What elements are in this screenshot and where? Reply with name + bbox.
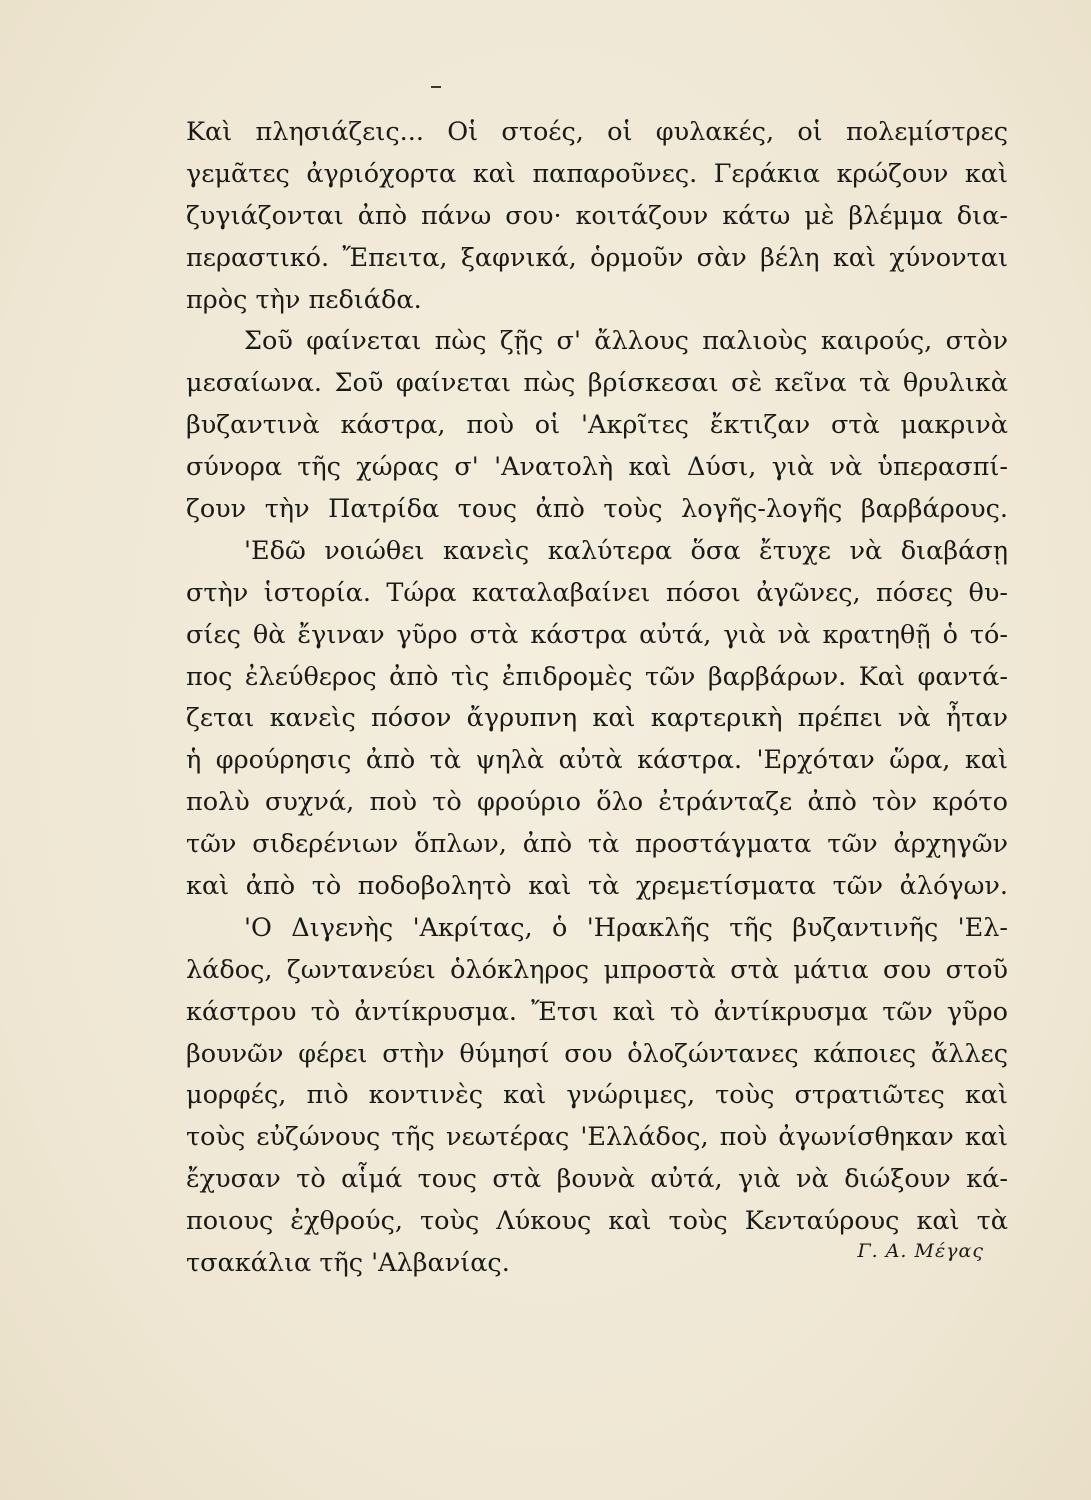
text-line: κάστρου τὸ ἀντίκρυσμα. Ἔτσι καὶ τὸ ἀντίκρυσμα τῶν γῦρο	[186, 996, 1008, 1027]
text-line: 'Εδῶ νοιώθει κανεὶς καλύτερα ὅσα ἔτυχε νὰ διαβάσῃ	[244, 535, 1008, 566]
text-line: γεμᾶτες ἀγριόχορτα καὶ παπαροῦνες. Γεράκια κρώζουν καὶ	[186, 158, 1008, 189]
text-line: ζουν τὴν Πατρίδα τους ἀπὸ τοὺς λογῆς-λογῆς βαρβάρους.	[186, 494, 1008, 525]
text-line: ζεται κανεὶς πόσον ἄγρυπνη καὶ καρτερικὴ πρέπει νὰ ἦταν	[186, 703, 1008, 734]
top-dash-mark	[431, 86, 441, 88]
text-line: καὶ ἀπὸ τὸ ποδοβολητὸ καὶ τὰ χρεμετίσματα τῶν ἀλόγων.	[186, 871, 1008, 902]
text-line: Καὶ πλησιάζεις... Οἱ στοές, οἱ φυλακές, οἱ πολεμίστρες	[186, 117, 1008, 147]
text-line: πος ἐλεύθερος ἀπὸ τὶς ἐπιδρομὲς τῶν βαρβάρων. Καὶ φαντά-	[186, 661, 1008, 692]
text-line: τοὺς εὐζώνους τῆς νεωτέρας 'Ελλάδος, ποὺ ἀγωνίσθηκαν καὶ	[186, 1122, 1008, 1153]
text-line: ζυγιάζονται ἀπὸ πάνω σου· κοιτάζουν κάτω μὲ βλέμμα δια-	[186, 200, 1008, 231]
text-line: πρὸς τὴν πεδιάδα.	[186, 284, 422, 315]
text-line: Σοῦ φαίνεται πὼς ζῇς σ' ἄλλους παλιοὺς καιρούς, στὸν	[244, 326, 1008, 357]
text-line: πολὺ συχνά, ποὺ τὸ φρούριο ὅλο ἐτράνταζε ἀπὸ τὸν κρότο	[186, 787, 1008, 818]
text-line: στὴν ἱστορία. Τώρα καταλαβαίνει πόσοι ἀγῶνες, πόσες θυ-	[186, 577, 1008, 608]
text-line: τῶν σιδερένιων ὅπλων, ἀπὸ τὰ προστάγματα τῶν ἀρχηγῶν	[186, 829, 1008, 860]
author-signature: Γ. Α. Μέγας	[857, 1240, 984, 1262]
text-line: μεσαίωνα. Σοῦ φαίνεται πὼς βρίσκεσαι σὲ κεῖνα τὰ θρυλικὰ	[186, 368, 1008, 399]
text-line: λάδος, ζωντανεύει ὁλόκληρος μπροστὰ στὰ μάτια σου στοῦ	[186, 954, 1008, 985]
text-line: βουνῶν φέρει στὴν θύμησί σου ὁλοζώντανες κάποιες ἄλλες	[186, 1038, 1008, 1069]
text-line: βυζαντινὰ κάστρα, ποὺ οἱ 'Ακρῖτες ἔκτιζαν στὰ μακρινὰ	[186, 410, 1008, 441]
article-body	[186, 112, 1008, 1285]
text-line: σίες θὰ ἔγιναν γῦρο στὰ κάστρα αὐτά, γιὰ νὰ κρατηθῇ ὁ τό-	[186, 619, 1008, 650]
text-line: περαστικό. Ἔπειτα, ξαφνικά, ὁρμοῦν σὰν βέλη καὶ χύνονται	[186, 242, 1008, 273]
text-line: 'Ο Διγενὴς 'Ακρίτας, ὁ 'Ηρακλῆς τῆς βυζαντινῆς 'Ελ-	[244, 912, 1008, 943]
text-line: ποιους ἐχθρούς, τοὺς Λύκους καὶ τοὺς Κενταύρους καὶ τὰ	[186, 1206, 1008, 1237]
text-line: σύνορα τῆς χώρας σ' 'Ανατολὴ καὶ Δύσι, γιὰ νὰ ὑπερασπί-	[186, 452, 1008, 483]
text-line: μορφές, πιὸ κοντινὲς καὶ γνώριμες, τοὺς στρατιῶτες καὶ	[186, 1080, 1008, 1111]
text-line: τσακάλια τῆς 'Αλβανίας.	[186, 1248, 510, 1279]
text-line: ἡ φρούρησις ἀπὸ τὰ ψηλὰ αὐτὰ κάστρα. 'Ερχόταν ὥρα, καὶ	[186, 745, 1008, 776]
text-line: ἔχυσαν τὸ αἷμά τους στὰ βουνὰ αὐτά, γιὰ νὰ διώξουν κά-	[186, 1164, 1008, 1195]
